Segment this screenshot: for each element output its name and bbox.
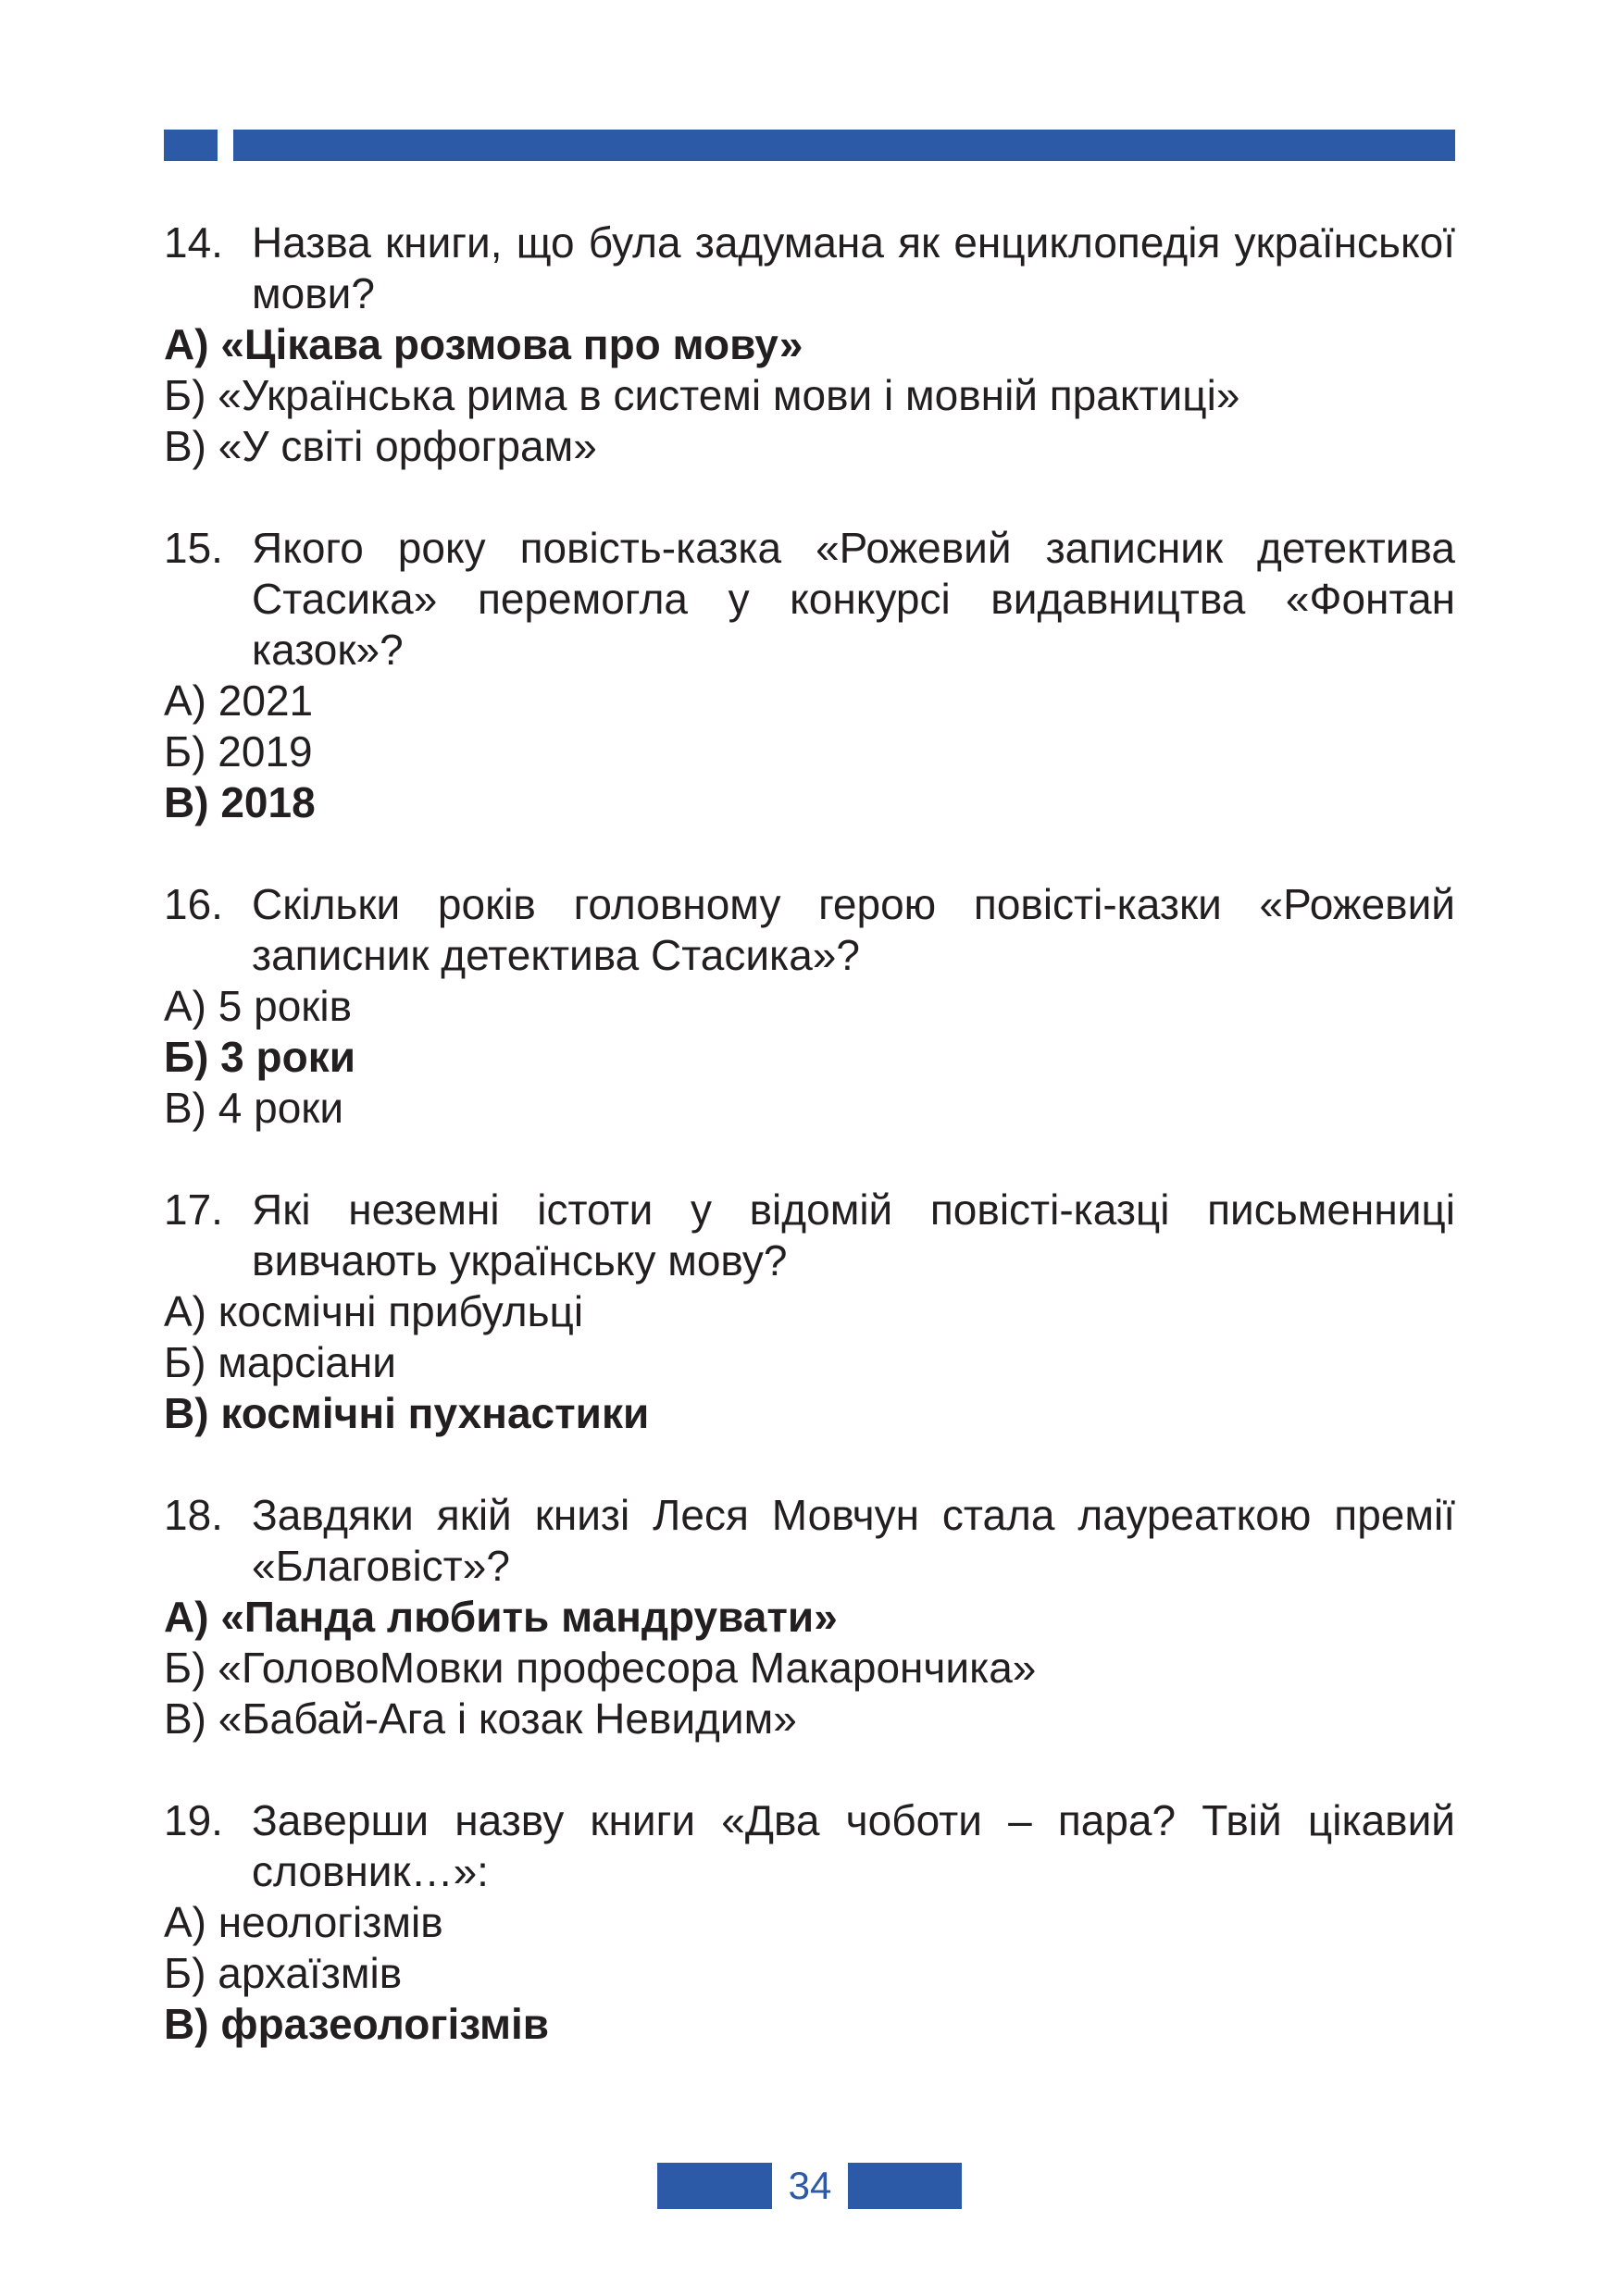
- question-text: Якого року повість-казка «Рожевий записник детектива Стасика» перемогла у конкурсі видавництва «Фонтан казок»?: [252, 524, 1455, 674]
- answer-option-correct: А) «Панда любить мандрувати»: [164, 1593, 838, 1641]
- quiz-content: [164, 217, 1455, 2101]
- answer-option-correct: В) фразеологізмів: [164, 2000, 550, 2048]
- question-number: 17.: [164, 1185, 223, 1234]
- answer-option: Б) 2019: [164, 727, 313, 776]
- question-text: Заверши назву книги «Два чоботи – пара? Твій цікавий словник…»:: [252, 1796, 1455, 1895]
- question-text: Скільки років головному герою повісті-казки «Рожевий записник детектива Стасика»?: [252, 880, 1455, 979]
- answer-option-correct: В) 2018: [164, 778, 316, 826]
- footer-decor-bar-left: [657, 2163, 772, 2209]
- quiz-question: [164, 523, 1455, 828]
- answer-option-correct: А) «Цікава розмова про мову»: [164, 320, 803, 368]
- answer-options: [164, 676, 1455, 828]
- answer-option: А) 2021: [164, 676, 314, 725]
- answer-option-correct: В) космічні пухнастики: [164, 1389, 650, 1437]
- question-number: 16.: [164, 880, 223, 928]
- quiz-question: [164, 1490, 1455, 1744]
- quiz-question: [164, 1795, 1455, 2050]
- question-row: [164, 217, 1455, 319]
- question-row: [164, 1490, 1455, 1592]
- footer-decor-bar-right: [848, 2163, 962, 2209]
- quiz-question: [164, 879, 1455, 1134]
- answer-options: [164, 1897, 1455, 2050]
- question-number: 19.: [164, 1796, 223, 1844]
- answer-option: А) 5 років: [164, 982, 353, 1030]
- question-row: [164, 523, 1455, 676]
- question-row: [164, 1185, 1455, 1286]
- question-row: [164, 1795, 1455, 1897]
- answer-options: [164, 1592, 1455, 1744]
- page-footer: [0, 2163, 1619, 2209]
- answer-options: [164, 319, 1455, 472]
- answer-option: В) 4 роки: [164, 1084, 344, 1132]
- header-decor-bar-small: [164, 130, 218, 161]
- answer-option: Б) «Українська рима в системі мови і мовній практиці»: [164, 371, 1240, 419]
- answer-options: [164, 981, 1455, 1134]
- question-text: Назва книги, що була задумана як енциклопедія української мови?: [252, 218, 1455, 317]
- question-text: Які неземні істоти у відомій повісті-казці письменниці вивчають українську мову?: [252, 1185, 1455, 1285]
- page-number: 34: [788, 2164, 832, 2207]
- question-row: [164, 879, 1455, 981]
- answer-option: Б) архаїзмів: [164, 1949, 403, 1997]
- answer-option: Б) «ГоловоМовки професора Макарончика»: [164, 1644, 1037, 1692]
- answer-option: А) неологізмів: [164, 1898, 443, 1946]
- answer-option: Б) марсіани: [164, 1338, 396, 1386]
- answer-options: [164, 1286, 1455, 1439]
- question-number: 18.: [164, 1491, 223, 1539]
- question-number: 15.: [164, 524, 223, 572]
- quiz-question: [164, 1185, 1455, 1439]
- question-number: 14.: [164, 218, 223, 267]
- question-text: Завдяки якій книзі Леся Мовчун стала лауреаткою премії «Благовіст»?: [252, 1491, 1455, 1590]
- answer-option: А) космічні прибульці: [164, 1287, 584, 1335]
- quiz-question: [164, 217, 1455, 472]
- header-decor-bar: [233, 130, 1455, 161]
- answer-option: В) «У світі орфограм»: [164, 422, 597, 470]
- answer-option-correct: Б) 3 роки: [164, 1033, 356, 1081]
- answer-option: В) «Бабай-Ага і козак Невидим»: [164, 1694, 797, 1743]
